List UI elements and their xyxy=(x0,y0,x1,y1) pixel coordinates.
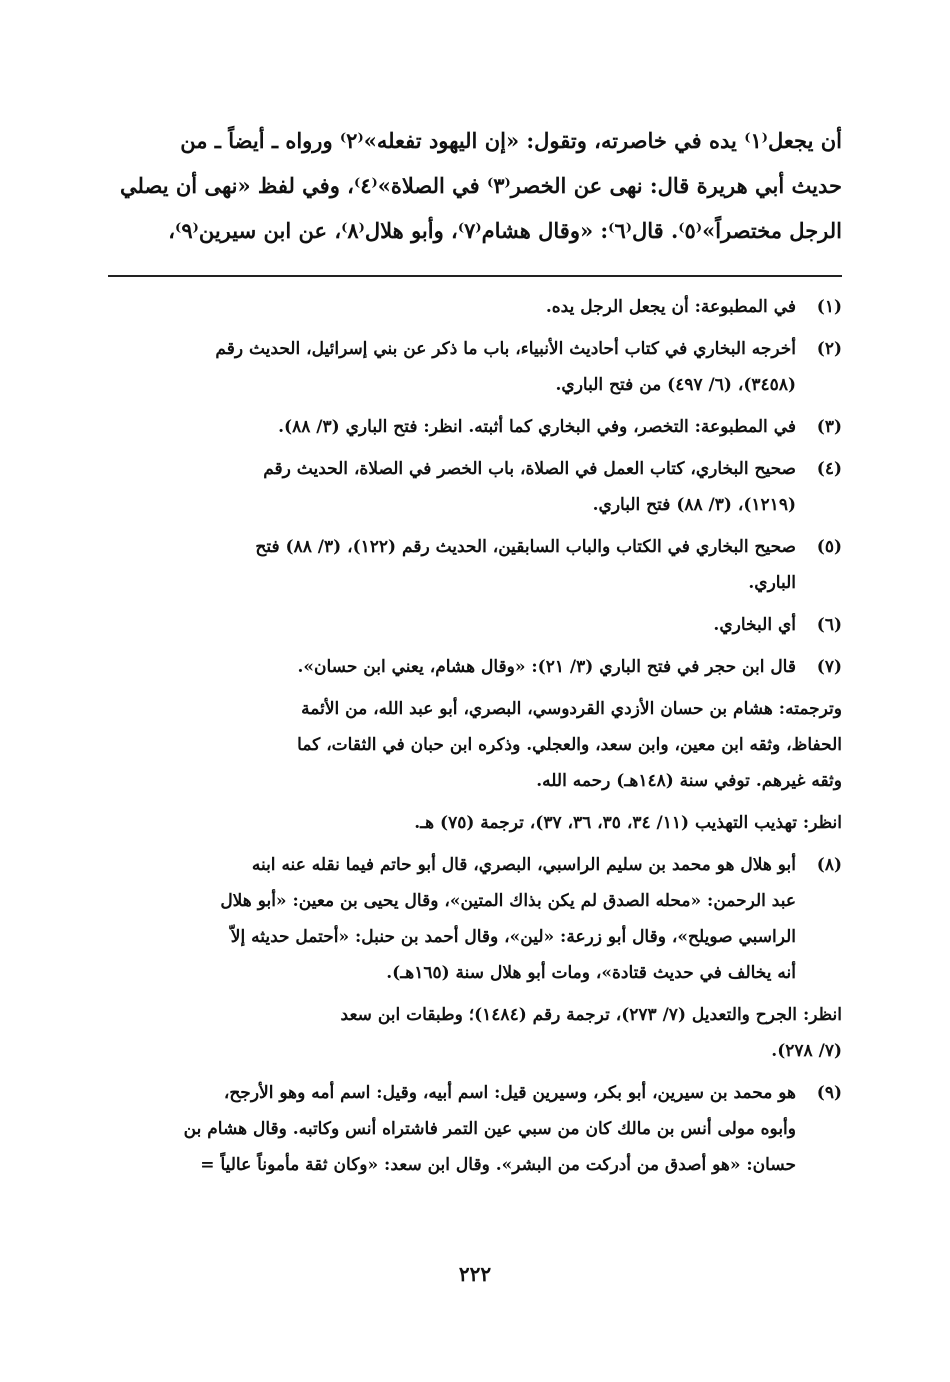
footnote-line: قال ابن حجر في فتح الباري (٣/ ٢١): «وقال هشام، يعني ابن حسان». xyxy=(297,657,796,677)
footnote-line: انظر: الجرح والتعديل (٧/ ٢٧٣)، ترجمة رقم (١٤٨٤)؛ وطبقات ابن سعد xyxy=(340,1005,842,1025)
footnote-number: (٩) xyxy=(816,1083,842,1103)
footnote-line: انظر: تهذيب التهذيب (١١/ ٣٤، ٣٥، ٣٦، ٣٧)، ترجمة (٧٥) هـ. xyxy=(414,813,842,833)
footnote-line: هو محمد بن سيرين، أبو بكر، وسيرين قيل: اسم أبيه، وقيل: اسم أمه وهو الأرجح، xyxy=(223,1083,796,1103)
footnote-line: أنه يخالف في حديث قتادة»، ومات أبو هلال سنة (١٦٥هـ). xyxy=(386,963,796,983)
footnote-number: (٦) xyxy=(816,615,842,635)
footnote-number: (٨) xyxy=(816,855,842,875)
footnote-line: أبو هلال هو محمد بن سليم الراسبي، البصري، قال أبو حاتم فيما نقله عنه ابنه xyxy=(251,855,796,875)
main-text-line: الرجل مختصراً»⁽٥⁾. قال⁽٦⁾: «وقال هشام⁽٧⁾، وأبو هلال⁽٨⁾، عن ابن سيرين⁽٩⁾، xyxy=(168,218,842,243)
footnote-line: وثقه غيرهم. توفي سنة (١٤٨هـ) رحمه الله. xyxy=(536,771,842,791)
footnote-line: (٣٤٥٨)، (٦/ ٤٩٧) من فتح الباري. xyxy=(555,375,796,395)
footnote-line: صحيح البخاري في الكتاب والباب السابقين، الحديث رقم (١٢٢)، (٣/ ٨٨) فتح xyxy=(255,537,796,557)
footnote-number: (١) xyxy=(816,297,842,317)
footnote-line: في المطبوعة: التخصر، وفي البخاري كما أثبته. انظر: فتح الباري (٣/ ٨٨). xyxy=(278,417,796,437)
main-text-line: أن يجعل⁽١⁾ يده في خاصرته، وتقول: «إن اليهود تفعله»⁽٢⁾ ورواه ـ أيضاً ـ من xyxy=(180,128,842,153)
footnote-line: عبد الرحمن: «محله الصدق لم يكن بذاك المتين»، وقال يحيى بن معين: «أبو هلال xyxy=(220,891,796,911)
footnote-7 xyxy=(108,649,842,685)
footnotes xyxy=(108,289,842,1183)
footnote-line: الحفاظ، وثقه ابن معين، وابن سعد، والعجلي. وذكره ابن حبان في الثقات، كما xyxy=(297,735,842,755)
footnote-1 xyxy=(108,289,842,325)
footnote-line: في المطبوعة: أن يجعل الرجل يده. xyxy=(545,297,796,317)
footnote-7-reference xyxy=(108,805,842,841)
main-text xyxy=(108,118,842,253)
footnote-3 xyxy=(108,409,842,445)
footnote-line: وترجمته: هشام بن حسان الأزدي القردوسي، البصري، أبو عبد الله، من الأئمة xyxy=(301,699,842,719)
footnote-line: (١٢١٩)، (٣/ ٨٨) فتح الباري. xyxy=(592,495,796,515)
footnote-line: وأبوه مولى أنس بن مالك كان من سبي عين التمر فاشتراه أنس وكاتبه. وقال هشام بن xyxy=(183,1119,796,1139)
footnote-line: (٧/ ٢٧٨). xyxy=(771,1041,842,1061)
footnote-6 xyxy=(108,607,842,643)
footnote-5 xyxy=(108,529,842,601)
footnote-line: صحيح البخاري، كتاب العمل في الصلاة، باب الخصر في الصلاة، الحديث رقم xyxy=(263,459,796,479)
footnote-divider xyxy=(108,275,842,277)
footnote-line: أي البخاري. xyxy=(713,615,796,635)
footnote-line: حسان: «هو أصدق من أدركت من البشر». وقال ابن سعد: «وكان ثقة مأموناً عالياً = xyxy=(200,1155,796,1175)
footnote-8 xyxy=(108,847,842,991)
footnote-8-reference xyxy=(108,997,842,1069)
footnote-4 xyxy=(108,451,842,523)
footnote-2 xyxy=(108,331,842,403)
footnote-line: الراسبي صويلح»، وقال أبو زرعة: «لين»، وقال أحمد بن حنبل: «أحتمل حديثه إلاّ xyxy=(230,927,796,947)
footnote-number: (٢) xyxy=(816,339,842,359)
footnote-9 xyxy=(108,1075,842,1183)
page-number: ٢٢٢ xyxy=(458,1262,492,1286)
main-text-line: حديث أبي هريرة قال: نهى عن الخصر⁽٣⁾ في الصلاة»⁽٤⁾، وفي لفظ «نهى أن يصلي xyxy=(120,173,842,198)
page-body xyxy=(108,118,842,1189)
footnote-number: (٤) xyxy=(816,459,842,479)
footnote-number: (٧) xyxy=(816,657,842,677)
footnote-line: أخرجه البخاري في كتاب أحاديث الأنبياء، باب ما ذكر عن بني إسرائيل، الحديث رقم xyxy=(215,339,796,359)
footnote-line: الباري. xyxy=(748,573,796,593)
footnote-7-biography xyxy=(108,691,842,799)
footnote-number: (٣) xyxy=(816,417,842,437)
footnote-number: (٥) xyxy=(816,537,842,557)
